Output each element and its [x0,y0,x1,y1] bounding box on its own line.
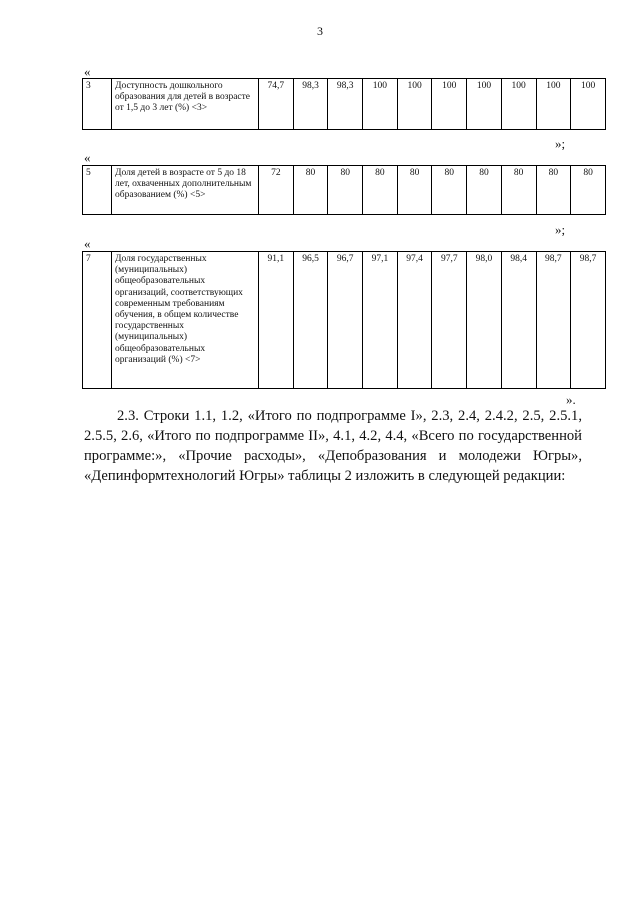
page-number: 3 [317,24,323,38]
value-cell: 80 [432,166,467,215]
value-cell: 72 [259,166,294,215]
value-cell: 96,5 [293,252,328,389]
value-cell: 80 [328,166,363,215]
value-cell: 97,1 [363,252,398,389]
value-cell: 100 [571,79,606,130]
quote-open-mark: « [84,64,91,79]
value-cell: 100 [536,79,571,130]
value-cell: 100 [397,79,432,130]
value-cell: 96,7 [328,252,363,389]
row-number: 5 [83,166,112,215]
row-number: 3 [83,79,112,130]
value-cell: 100 [363,79,398,130]
value-cell: 80 [363,166,398,215]
indicator-table-row-7 [82,251,606,389]
quote-close-mark: ». [566,392,576,407]
value-cell: 97,4 [397,252,432,389]
value-cell: 98,7 [571,252,606,389]
value-cell: 97,7 [432,252,467,389]
value-cell: 80 [467,166,502,215]
value-cell: 74,7 [259,79,294,130]
table-row [83,166,606,215]
value-cell: 98,0 [467,252,502,389]
row-number: 7 [83,252,112,389]
quote-open-mark: « [84,236,91,251]
row-description: Доступность дошкольного образования для детей в возрасте от 1,5 до 3 лет (%) <3> [112,79,259,130]
quote-close-mark: »; [555,136,566,151]
value-cell: 98,7 [536,252,571,389]
quote-open-mark: « [84,150,91,165]
value-cell: 80 [397,166,432,215]
value-cell: 98,3 [293,79,328,130]
indicator-table-row-3 [82,78,606,130]
table-row [83,252,606,389]
indicator-table-row-5 [82,165,606,215]
row-description: Доля детей в возрасте от 5 до 18 лет, охваченных дополнительным образованием (%) <5> [112,166,259,215]
value-cell: 100 [501,79,536,130]
row-description: Доля государственных (муниципальных) общеобразовательных организаций, соответствующих современным требованиям обучения, в общем количестве государственных (муниципальных) общеобразовательных организаций (%) <7> [112,252,259,389]
value-cell: 80 [293,166,328,215]
value-cell: 80 [536,166,571,215]
value-cell: 98,3 [328,79,363,130]
value-cell: 98,4 [501,252,536,389]
value-cell: 80 [501,166,536,215]
value-cell: 91,1 [259,252,294,389]
value-cell: 80 [571,166,606,215]
instruction-paragraph: 2.3. Строки 1.1, 1.2, «Итого по подпрограмме I», 2.3, 2.4, 2.4.2, 2.5, 2.5.1, 2.5.5, 2.6, «Итого по подпрограмме II», 4.1, 4.2, 4.4, «Всего по государственной программе:», «Прочие расходы», «Депобразования и молодежи Югры», «Депинформтехнологий Югры» таблицы 2 изложить в следующей редакции: [84,408,582,484]
table-row [83,79,606,130]
quote-close-mark: »; [555,222,566,237]
value-cell: 100 [467,79,502,130]
value-cell: 100 [432,79,467,130]
